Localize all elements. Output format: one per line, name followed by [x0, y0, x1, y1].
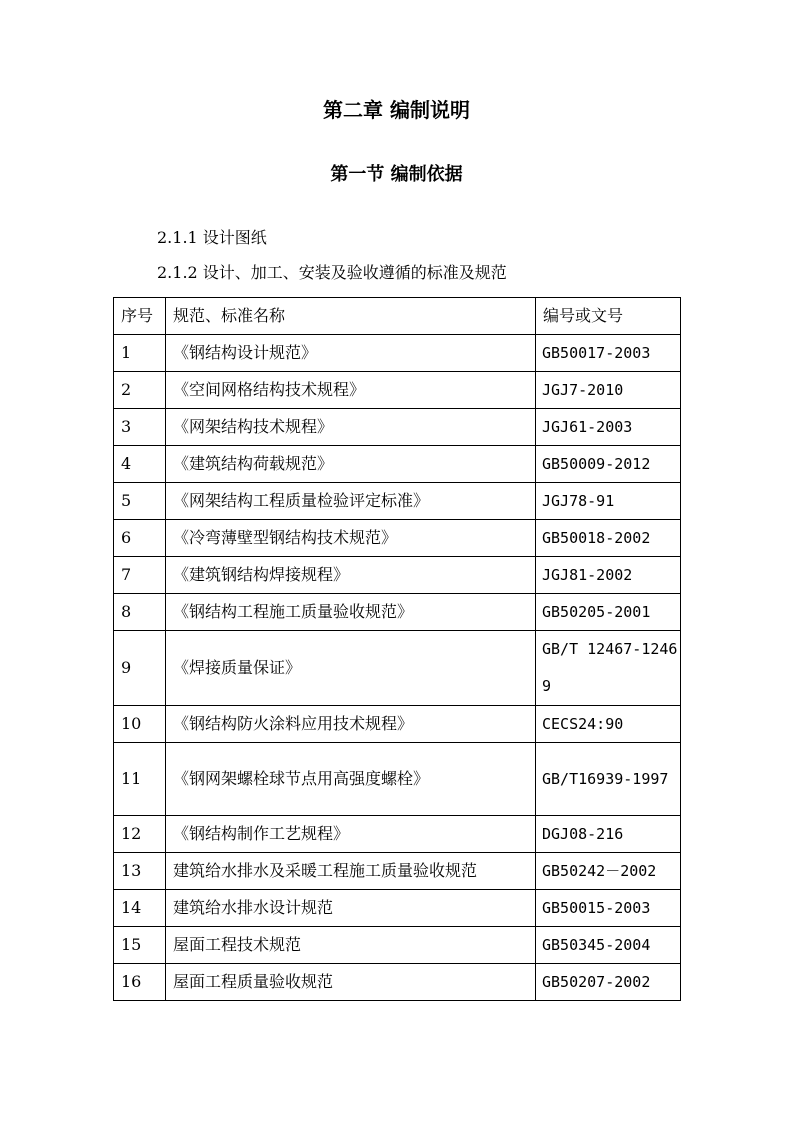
header-cell-code: 编号或文号: [536, 298, 681, 335]
table-row: [114, 964, 681, 1001]
row-code: GB/T 12467-12469: [536, 631, 681, 706]
row-no: 10: [114, 706, 166, 743]
row-name: 《钢结构设计规范》: [166, 335, 536, 372]
row-code: JGJ61-2003: [536, 409, 681, 446]
row-code: GB50345-2004: [536, 927, 681, 964]
row-no: 15: [114, 927, 166, 964]
row-no: 4: [114, 446, 166, 483]
table-row: [114, 520, 681, 557]
table-row: [114, 409, 681, 446]
row-code: GB50018-2002: [536, 520, 681, 557]
row-name: 《空间网格结构技术规程》: [166, 372, 536, 409]
paragraph-standards-intro: 2.1.2 设计、加工、安装及验收遵循的标准及规范: [157, 263, 507, 282]
table-row: [114, 706, 681, 743]
table-row: [114, 335, 681, 372]
row-code: GB50009-2012: [536, 446, 681, 483]
row-no: 7: [114, 557, 166, 594]
table-row: [114, 483, 681, 520]
row-name: 《建筑钢结构焊接规程》: [166, 557, 536, 594]
table-row: [114, 927, 681, 964]
row-no: 6: [114, 520, 166, 557]
row-code: GB50207-2002: [536, 964, 681, 1001]
table-row: [114, 557, 681, 594]
row-code: JGJ81-2002: [536, 557, 681, 594]
row-name: 屋面工程技术规范: [166, 927, 536, 964]
header-cell-no: 序号: [114, 298, 166, 335]
row-name: 建筑给水排水设计规范: [166, 890, 536, 927]
table-row: [114, 631, 681, 706]
row-code: GB50015-2003: [536, 890, 681, 927]
row-no: 8: [114, 594, 166, 631]
row-code: GB/T16939-1997: [536, 743, 681, 816]
table-row: [114, 816, 681, 853]
table-row: [114, 446, 681, 483]
table-row: [114, 594, 681, 631]
row-no: 9: [114, 631, 166, 706]
row-name: 《钢网架螺栓球节点用高强度螺栓》: [166, 743, 536, 816]
row-no: 5: [114, 483, 166, 520]
row-no: 11: [114, 743, 166, 816]
row-no: 2: [114, 372, 166, 409]
section-title: 第一节 编制依据: [330, 164, 463, 185]
row-name: 《焊接质量保证》: [166, 631, 536, 706]
row-name: 《钢结构工程施工质量验收规范》: [166, 594, 536, 631]
table-row: [114, 890, 681, 927]
row-code: JGJ78-91: [536, 483, 681, 520]
table-row: [114, 372, 681, 409]
row-code: DGJ08-216: [536, 816, 681, 853]
header-cell-name: 规范、标准名称: [166, 298, 536, 335]
row-no: 14: [114, 890, 166, 927]
row-name: 《冷弯薄壁型钢结构技术规范》: [166, 520, 536, 557]
row-no: 16: [114, 964, 166, 1001]
paragraph-design-drawings: 2.1.1 设计图纸: [157, 228, 267, 247]
row-name: 《建筑结构荷载规范》: [166, 446, 536, 483]
table-row: [114, 853, 681, 890]
row-name: 建筑给水排水及采暖工程施工质量验收规范: [166, 853, 536, 890]
table-row: [114, 743, 681, 816]
row-code: JGJ7-2010: [536, 372, 681, 409]
row-code: CECS24:90: [536, 706, 681, 743]
row-no: 3: [114, 409, 166, 446]
row-name: 《钢结构制作工艺规程》: [166, 816, 536, 853]
row-code: GB50205-2001: [536, 594, 681, 631]
row-no: 12: [114, 816, 166, 853]
row-name: 《网架结构技术规程》: [166, 409, 536, 446]
table-header-row: [114, 298, 681, 335]
row-code: GB50017-2003: [536, 335, 681, 372]
row-name: 《钢结构防火涂料应用技术规程》: [166, 706, 536, 743]
standards-table: [113, 297, 681, 1001]
row-name: 屋面工程质量验收规范: [166, 964, 536, 1001]
row-code: GB50242－2002: [536, 853, 681, 890]
row-no: 1: [114, 335, 166, 372]
row-name: 《网架结构工程质量检验评定标准》: [166, 483, 536, 520]
row-no: 13: [114, 853, 166, 890]
chapter-title: 第二章 编制说明: [323, 98, 470, 122]
